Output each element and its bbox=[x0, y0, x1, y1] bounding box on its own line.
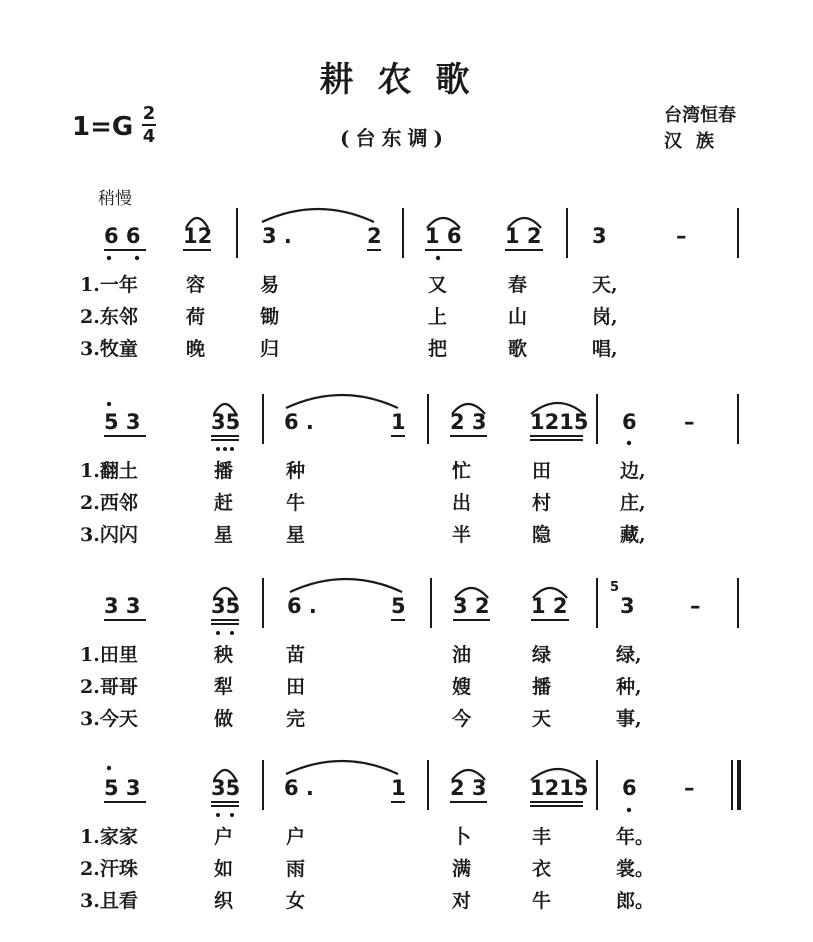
lyric: 卜 bbox=[452, 826, 472, 848]
bar-line bbox=[427, 760, 429, 810]
note-group: 6 . bbox=[284, 776, 314, 800]
bar-line bbox=[737, 208, 739, 258]
lyric: 唱, bbox=[592, 338, 618, 360]
key-signature: 1=G bbox=[72, 112, 134, 142]
note-group: 5 bbox=[391, 594, 406, 618]
lyric: 田 bbox=[286, 676, 306, 698]
subtitle: (台东调) bbox=[340, 126, 449, 150]
lyric: 村 bbox=[532, 492, 552, 514]
note-group: 2 bbox=[367, 224, 382, 248]
lyric: 户 bbox=[214, 826, 234, 848]
lyric: 1.田里 bbox=[80, 644, 138, 666]
bar-line bbox=[737, 394, 739, 444]
lyric: 户 bbox=[286, 826, 306, 848]
lyric: 岗, bbox=[592, 306, 618, 328]
lyric: 1.一年 bbox=[80, 274, 138, 296]
note-group: 2 3 bbox=[450, 776, 487, 800]
note-group: 1 bbox=[391, 410, 406, 434]
note-group: 1 2 bbox=[505, 224, 542, 248]
lyric: 易 bbox=[260, 274, 280, 296]
lyric: 种, bbox=[616, 676, 642, 698]
bar-line bbox=[566, 208, 568, 258]
slur bbox=[286, 395, 398, 408]
bar-line bbox=[262, 578, 264, 628]
lyric: 织 bbox=[214, 890, 234, 912]
time-signature-top: 2 bbox=[142, 103, 156, 124]
bar-line bbox=[236, 208, 238, 258]
lyric: 庄, bbox=[620, 492, 646, 514]
lyric: 2.西邻 bbox=[80, 492, 138, 514]
note-group: 6 . bbox=[284, 410, 314, 434]
bar-line bbox=[262, 394, 264, 444]
lyric: 女 bbox=[286, 890, 306, 912]
lyric: 完 bbox=[286, 708, 306, 730]
note-group: 3 3 bbox=[104, 594, 141, 618]
lyric: 归 bbox=[260, 338, 280, 360]
lyric: 种 bbox=[286, 460, 306, 482]
lyric: 对 bbox=[452, 890, 472, 912]
note-group: 1 2 bbox=[531, 594, 568, 618]
bar-line bbox=[737, 578, 739, 628]
note-group: 35 bbox=[211, 410, 241, 434]
lyric: 满 bbox=[452, 858, 472, 880]
lyric: 雨 bbox=[286, 858, 306, 880]
note-group: 1215 bbox=[530, 776, 589, 800]
lyric: 歌 bbox=[508, 338, 528, 360]
lyric: 边, bbox=[620, 460, 646, 482]
note-group: 35 bbox=[211, 594, 241, 618]
lyric: 犁 bbox=[214, 676, 234, 698]
origin-region: 台湾恒春 bbox=[664, 105, 736, 126]
bar-line bbox=[596, 760, 598, 810]
grace-note: 5 bbox=[610, 580, 620, 595]
lyric: 秧 bbox=[214, 644, 234, 666]
lyric: 晚 bbox=[186, 338, 206, 360]
note-group: 6 bbox=[622, 776, 637, 800]
lyric: 锄 bbox=[260, 306, 280, 328]
lyric: 做 bbox=[214, 708, 234, 730]
tempo-marking: 稍慢 bbox=[98, 189, 132, 209]
note-group: 5 3 bbox=[104, 776, 141, 800]
song-title: 耕农歌 bbox=[319, 60, 494, 100]
bar-line bbox=[430, 578, 432, 628]
lyric: 今 bbox=[452, 708, 472, 730]
note-group: 5 3 bbox=[104, 410, 141, 434]
lyric: 荷 bbox=[186, 306, 206, 328]
lyric: 山 bbox=[508, 306, 528, 328]
lyric: 1.翻土 bbox=[80, 460, 138, 482]
lyric: 苗 bbox=[286, 644, 306, 666]
lyric: 年。 bbox=[616, 826, 655, 848]
note-group: 2 3 bbox=[450, 410, 487, 434]
lyric: 如 bbox=[214, 858, 234, 880]
bar-line bbox=[402, 208, 404, 258]
lyric: 裳。 bbox=[616, 858, 655, 880]
note-dash: – bbox=[690, 594, 701, 618]
note-dash: – bbox=[676, 224, 687, 248]
lyric: 天, bbox=[592, 274, 618, 296]
lyric: 忙 bbox=[452, 460, 472, 482]
lyric: 油 bbox=[452, 644, 472, 666]
lyric: 事, bbox=[616, 708, 642, 730]
lyric: 2.汗珠 bbox=[80, 858, 138, 880]
lyric: 星 bbox=[286, 524, 306, 546]
slur bbox=[290, 579, 402, 592]
note-group: 6 6 bbox=[104, 224, 141, 248]
lyric: 天 bbox=[532, 708, 552, 730]
note-group: 6 bbox=[622, 410, 637, 434]
lyric: 容 bbox=[186, 274, 206, 296]
lyric: 隐 bbox=[532, 524, 552, 546]
lyric: 半 bbox=[452, 524, 472, 546]
note-group: 1215 bbox=[530, 410, 589, 434]
lyric: 把 bbox=[428, 338, 448, 360]
lyric: 丰 bbox=[532, 826, 552, 848]
lyric: 嫂 bbox=[452, 676, 472, 698]
bar-line bbox=[262, 760, 264, 810]
note-group: 12 bbox=[183, 224, 213, 248]
lyric: 又 bbox=[428, 274, 448, 296]
lyric: 衣 bbox=[532, 858, 552, 880]
lyric: 出 bbox=[452, 492, 472, 514]
lyric: 3.牧童 bbox=[80, 338, 138, 360]
lyric: 上 bbox=[428, 306, 448, 328]
time-signature-bottom: 4 bbox=[142, 126, 156, 147]
lyric: 播 bbox=[214, 460, 234, 482]
lyric: 3.且看 bbox=[80, 890, 138, 912]
lyric: 藏, bbox=[620, 524, 646, 546]
note-group: 1 6 bbox=[425, 224, 462, 248]
lyric: 星 bbox=[214, 524, 234, 546]
note-group: 6 . bbox=[287, 594, 317, 618]
slur bbox=[286, 761, 398, 774]
note-group: 1 bbox=[391, 776, 406, 800]
lyric: 2.哥哥 bbox=[80, 676, 138, 698]
note-group: 3 2 bbox=[453, 594, 490, 618]
note-group: 3 . bbox=[262, 224, 292, 248]
lyric: 牛 bbox=[286, 492, 306, 514]
note-group: 35 bbox=[211, 776, 241, 800]
lyric: 绿 bbox=[532, 644, 552, 666]
slur bbox=[262, 209, 374, 222]
bar-line bbox=[596, 394, 598, 444]
lyric: 绿, bbox=[616, 644, 642, 666]
lyric: 牛 bbox=[532, 890, 552, 912]
bar-line bbox=[596, 578, 598, 628]
lyric: 2.东邻 bbox=[80, 306, 138, 328]
note-dash: – bbox=[684, 776, 695, 800]
lyric: 田 bbox=[532, 460, 552, 482]
final-bar-thick bbox=[737, 760, 741, 810]
origin-ethnicity: 汉族 bbox=[664, 131, 728, 152]
lyric: 3.闪闪 bbox=[80, 524, 138, 546]
lyric: 春 bbox=[508, 274, 528, 296]
lyric: 3.今天 bbox=[80, 708, 138, 730]
note-group: 3 bbox=[592, 224, 607, 248]
final-bar-thin bbox=[731, 760, 733, 810]
bar-line bbox=[427, 394, 429, 444]
lyric: 赶 bbox=[214, 492, 234, 514]
note-group: 3 bbox=[620, 594, 635, 618]
lyric: 郎。 bbox=[616, 890, 655, 912]
lyric: 播 bbox=[532, 676, 552, 698]
lyric: 1.家家 bbox=[80, 826, 138, 848]
note-dash: – bbox=[684, 410, 695, 434]
